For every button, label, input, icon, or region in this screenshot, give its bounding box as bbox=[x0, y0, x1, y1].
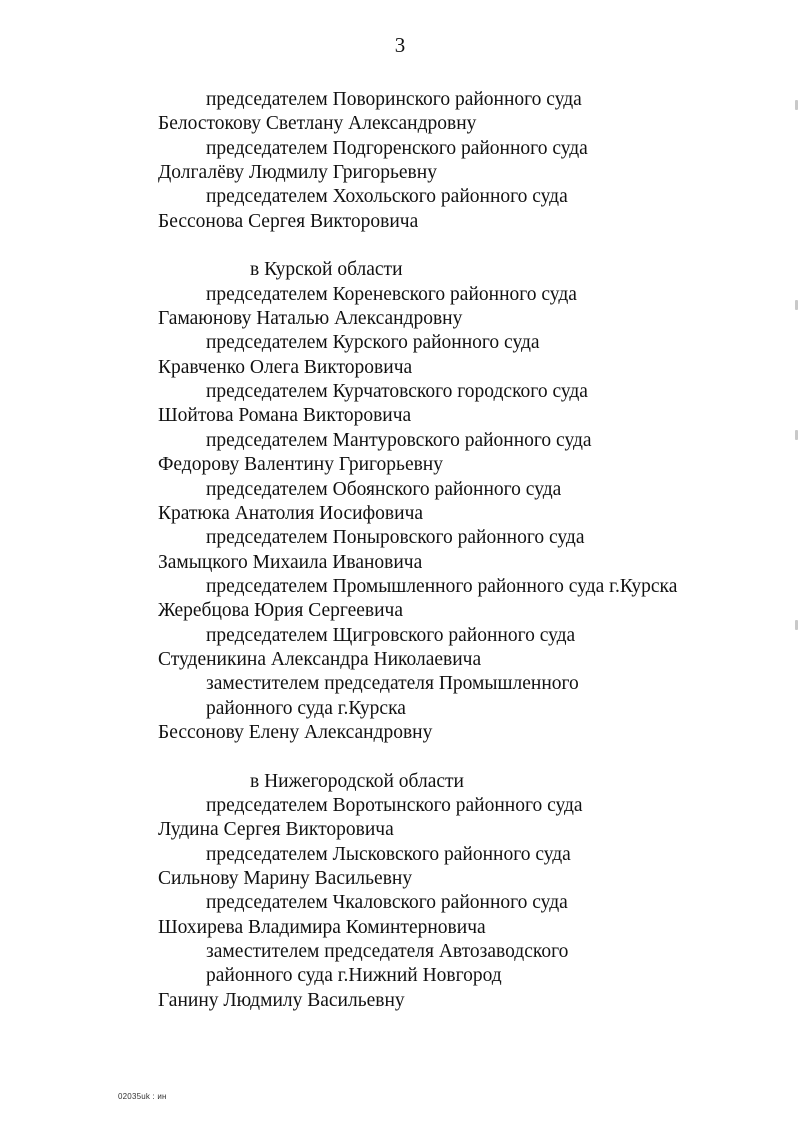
person-name-line: Федорову Валентину Григорьевну bbox=[158, 454, 443, 476]
person-name-line: Бессонова Сергея Викторовича bbox=[158, 210, 419, 232]
person-name-line: Кратюка Анатолия Иосифовича bbox=[158, 502, 424, 524]
document-code: 02035uk : ин bbox=[118, 1092, 167, 1101]
person-name-line: Бессонову Елену Александровну bbox=[158, 721, 433, 743]
position-line: председателем Обоянского районного суда bbox=[206, 478, 562, 500]
position-line: заместителем председателя Автозаводского bbox=[206, 941, 569, 963]
person-name-line: Шойтова Романа Викторовича bbox=[158, 405, 412, 427]
person-name-line: Жеребцова Юрия Сергеевича bbox=[158, 600, 404, 622]
position-line: председателем Хохольского районного суда bbox=[206, 186, 568, 208]
position-line: председателем Щигровского районного суда bbox=[206, 624, 576, 646]
position-line: председателем Поныровского районного суда bbox=[206, 527, 585, 549]
position-line: районного суда г.Курска bbox=[206, 697, 406, 719]
scan-margin-mark bbox=[795, 620, 798, 630]
page-number: 3 bbox=[394, 33, 406, 57]
scan-margin-mark bbox=[795, 300, 798, 310]
position-line: председателем Промышленного районного суда г.Курска bbox=[206, 575, 678, 597]
scan-margin-mark bbox=[795, 100, 798, 110]
position-line: председателем Кореневского районного суда bbox=[206, 283, 577, 305]
person-name-line: Долгалёву Людмилу Григорьевну bbox=[158, 162, 437, 184]
position-line: председателем Лысковского районного суда bbox=[206, 843, 571, 865]
person-name-line: Лудина Сергея Викторовича bbox=[158, 819, 394, 841]
person-name-line: Замыцкого Михаила Ивановича bbox=[158, 551, 423, 573]
region-heading: в Курской области bbox=[250, 259, 403, 281]
scan-margin-mark bbox=[795, 430, 798, 440]
person-name-line: Студеникина Александра Николаевича bbox=[158, 648, 482, 670]
person-name-line: Белостокову Светлану Александровну bbox=[158, 113, 477, 135]
position-line: председателем Поворинского районного суда bbox=[206, 89, 582, 110]
position-line: председателем Подгоренского районного суда bbox=[206, 137, 588, 159]
blank-line bbox=[0, 745, 800, 769]
region-heading: в Нижегородской области bbox=[250, 770, 464, 792]
appointment-list bbox=[0, 88, 800, 1013]
position-line: районного суда г.Нижний Новгород bbox=[206, 965, 502, 987]
position-line: председателем Чкаловского районного суда bbox=[206, 892, 568, 914]
person-name-line: Сильнову Марину Васильевну bbox=[158, 868, 413, 889]
blank-line bbox=[0, 234, 800, 258]
person-name-line: Ганину Людмилу Васильевну bbox=[158, 989, 405, 1011]
position-line: председателем Мантуровского районного суда bbox=[206, 429, 592, 451]
position-line: заместителем председателя Промышленного bbox=[206, 673, 579, 695]
position-line: председателем Курского районного суда bbox=[206, 332, 540, 354]
person-name-line: Шохирева Владимира Коминтерновича bbox=[158, 916, 486, 938]
position-line: председателем Курчатовского городского суда bbox=[206, 381, 588, 403]
position-line: председателем Воротынского районного суда bbox=[206, 794, 583, 816]
person-name-line: Гамаюнову Наталью Александровну bbox=[158, 308, 463, 330]
person-name-line: Кравченко Олега Викторовича bbox=[158, 356, 413, 378]
